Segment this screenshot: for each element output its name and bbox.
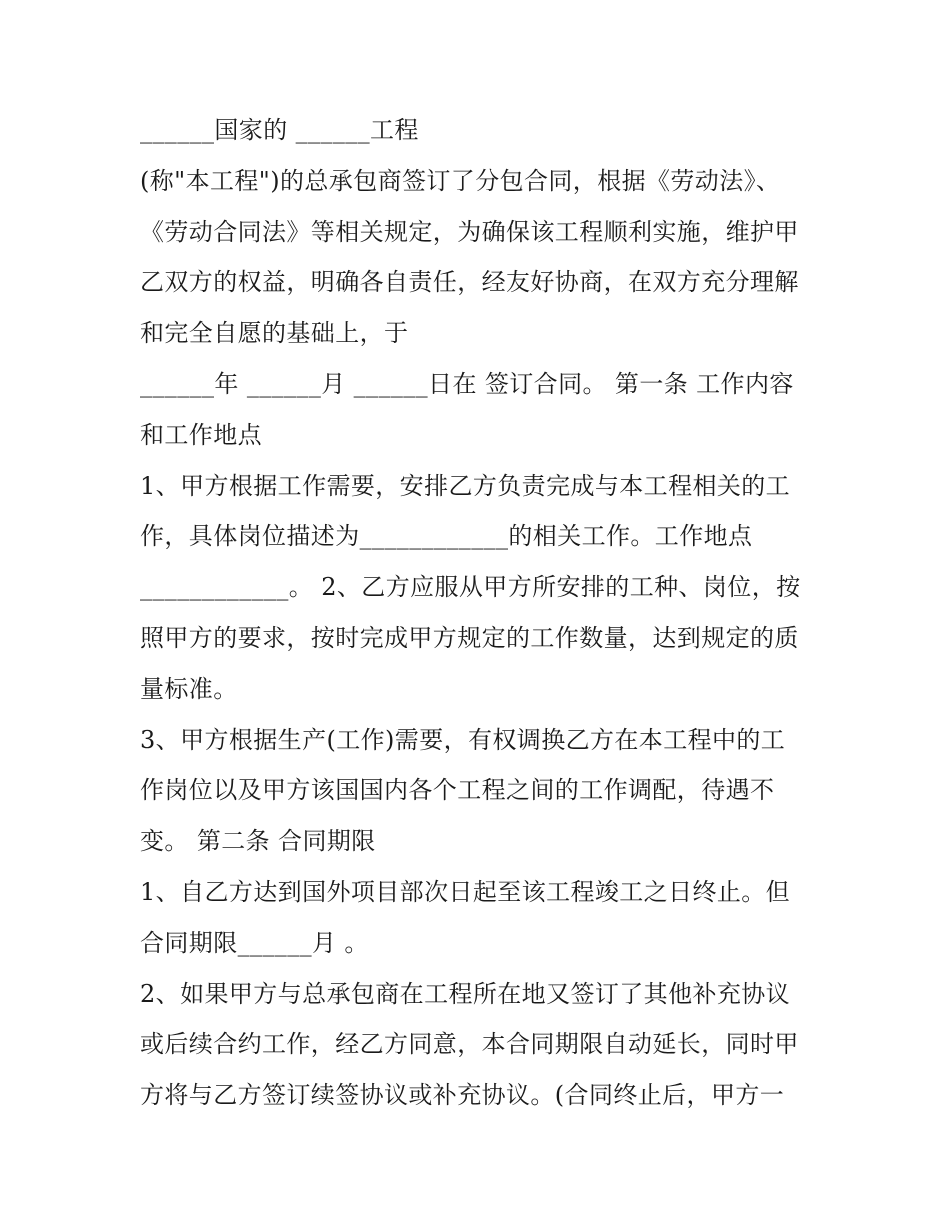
text-line: 量标准。 xyxy=(140,674,238,703)
text-line: 方将与乙方签订续签协议或补充协议。(合同终止后，甲方一 xyxy=(140,1081,785,1110)
text-line: (称"本工程")的总承包商签订了分包合同，根据《劳动法》、 xyxy=(140,166,781,195)
text-line: 变。 第二条 合同期限 xyxy=(140,827,376,856)
text-line: 照甲方的要求，按时完成甲方规定的工作数量，达到规定的质 xyxy=(140,623,799,652)
text-line: ______国家的 ______工程 xyxy=(140,116,419,144)
text-line: 《劳动合同法》等相关规定，为确保该工程顺利实施，维护甲 xyxy=(140,217,799,246)
text-line: 或后续合约工作，经乙方同意，本合同期限自动延长，同时甲 xyxy=(140,1030,799,1059)
text-line: ____________。 2、乙方应服从甲方所安排的工种、岗位，按 xyxy=(140,573,801,602)
text-line: 和工作地点 xyxy=(140,420,262,449)
text-line: 1、甲方根据工作需要，安排乙方负责完成与本工程相关的工 xyxy=(140,471,791,500)
text-line: 2、如果甲方与总承包商在工程所在地又签订了其他补充协议 xyxy=(140,979,791,1008)
text-line: 作岗位以及甲方该国国内各个工程之间的工作调配，待遇不 xyxy=(140,776,775,805)
text-line: 1、自乙方达到国外项目部次日起至该工程竣工之日终止。但 xyxy=(140,877,791,906)
text-line: 作，具体岗位描述为____________的相关工作。工作地点 xyxy=(140,522,753,551)
text-line: 乙双方的权益，明确各自责任，经友好协商，在双方充分理解 xyxy=(140,268,799,297)
document-body xyxy=(140,105,830,1121)
text-line: 合同期限______月 。 xyxy=(140,928,369,957)
text-line: 和完全自愿的基础上，于 xyxy=(140,319,409,348)
text-line: ______年 ______月 ______日在 签订合同。 第一条 工作内容 xyxy=(140,369,794,398)
text-line: 3、甲方根据生产(工作)需要，有权调换乙方在本工程中的工 xyxy=(140,725,786,754)
